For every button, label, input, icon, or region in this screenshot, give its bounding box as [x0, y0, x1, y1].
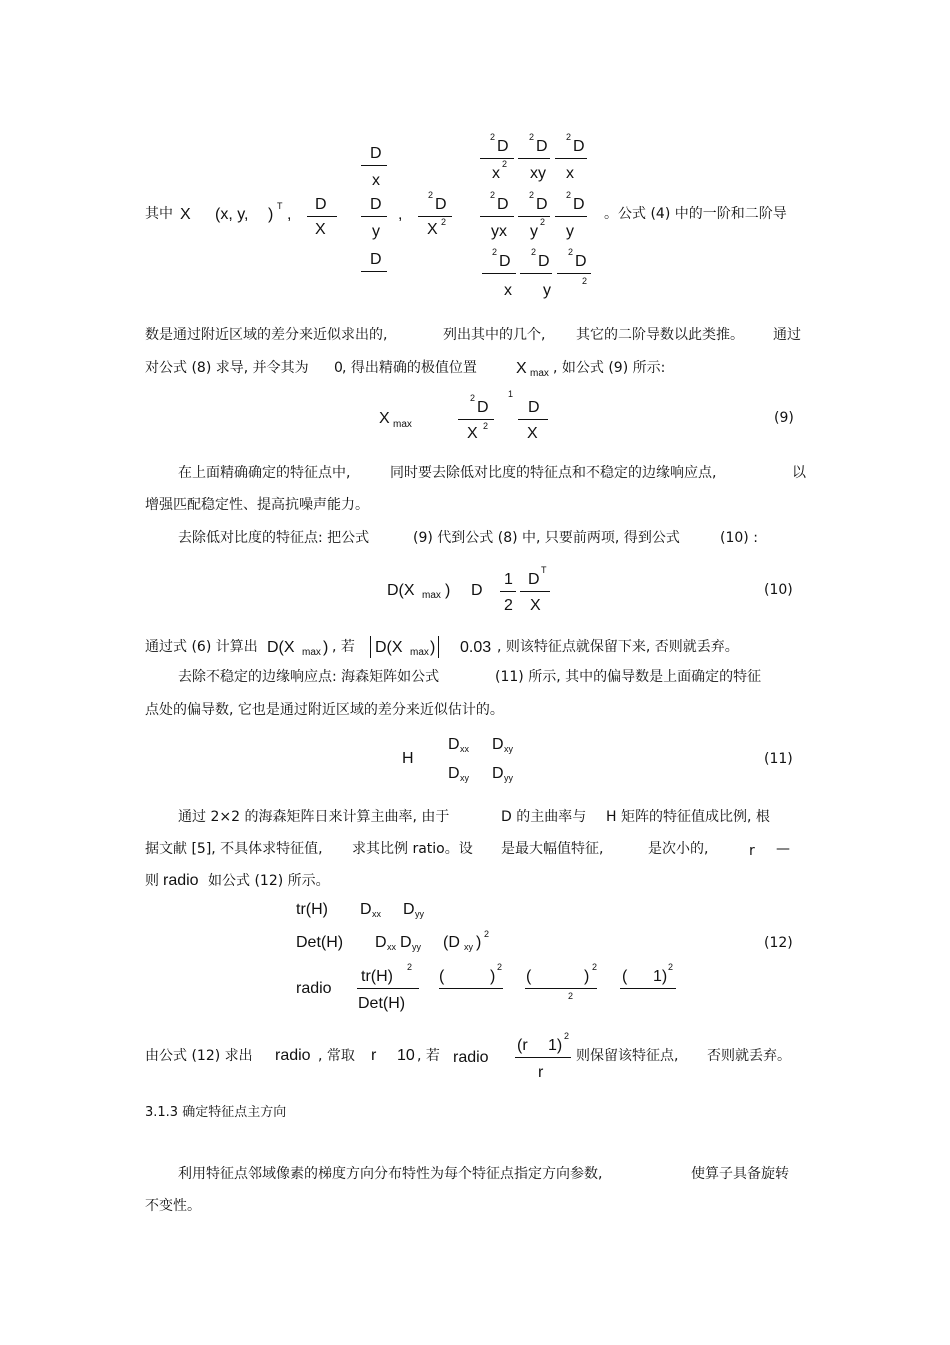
fraction-bar [520, 591, 550, 592]
sup-2: 2 [490, 190, 496, 200]
para2-seg2: 同时要去除低对比度的特征点和不稳定的边缘响应点, [390, 465, 717, 481]
para1-X: X [516, 360, 527, 377]
para6-l2-dash: — [776, 841, 790, 857]
para1-line2-b: , 得出精确的极值位置 [342, 360, 477, 376]
fraction-bar [500, 591, 516, 592]
para6-l3-b: 如公式 (12) 所示。 [208, 873, 330, 889]
para3-b: (9) 代到公式 (8) 中, 只要前两项, 得到公式 [413, 530, 680, 546]
eq9-d2D: D [477, 399, 489, 416]
eq10-number: (10) [764, 582, 793, 598]
sup-2: 2 [502, 159, 508, 169]
m22-D: D [536, 196, 548, 213]
para2-seg1: 在上面精确确定的特征点中, [178, 465, 351, 481]
fraction-bar [480, 158, 514, 159]
fraction-bar [520, 273, 552, 274]
eq12-f2-lp: ( [439, 968, 445, 985]
sup-2: 2 [568, 991, 574, 1001]
fraction-bar [518, 158, 550, 159]
eq9-D: D [528, 399, 540, 416]
eq10-lhs: D(X [387, 582, 415, 599]
para4-a: 通过式 (6) 计算出 [145, 639, 258, 655]
sup-2: 2 [531, 247, 537, 257]
m21-yx: yx [491, 223, 507, 240]
eq12-rp: ) [476, 934, 482, 951]
fraction-bar [518, 419, 548, 420]
para7-c: , 若 [417, 1048, 440, 1064]
eq9-Xden: X [527, 425, 538, 442]
abs-bar-right [438, 636, 439, 658]
eq12-Dxx2: D [375, 934, 387, 951]
fraction-bar [480, 216, 514, 217]
para8-line2: 不变性。 [145, 1198, 201, 1214]
eq12-radio: radio [296, 980, 332, 997]
m31-D: D [499, 253, 511, 270]
fraction-bar [418, 216, 452, 217]
eq9-X2: X [467, 425, 478, 442]
para6-l3-a: 则 [145, 873, 159, 889]
eq12-Dxx: D [360, 901, 372, 918]
vec-D1: D [370, 145, 382, 162]
eq-frac-X: X [315, 221, 326, 238]
para8-seg1: 利用特征点邻域像素的梯度方向分布特性为每个特征点指定方向参数, [178, 1166, 603, 1182]
eq-vec-close: ) [268, 206, 274, 223]
section-heading: 3.1.3 确定特征点主方向 [145, 1105, 287, 1120]
eq10-rp: ) [445, 582, 451, 599]
m23-D: D [573, 196, 585, 213]
para6-l2-b: 求其比例 ratio。设 [352, 841, 473, 857]
eq12-yy2: yy [412, 942, 421, 952]
eq-d2D: D [435, 196, 447, 213]
para5-b: (11) 所示, 其中的偏导数是上面确定的特征 [495, 669, 762, 685]
fraction-bar [307, 216, 337, 217]
fraction-bar [555, 216, 587, 217]
eq12-f4-lp: ( [622, 968, 628, 985]
m32-D: D [538, 253, 550, 270]
eq-X: X [180, 206, 191, 223]
eq12-xx2: xx [387, 942, 396, 952]
para7-d: 则保留该特征点, [576, 1048, 679, 1064]
eq-comma2: , [398, 206, 403, 223]
para7-a: 由公式 (12) 求出 [145, 1048, 253, 1064]
eq10-max: max [422, 590, 441, 601]
para6-radio: radio [163, 872, 199, 889]
m33-D: D [575, 253, 587, 270]
para6-l1-b: D 的主曲率与 [501, 809, 587, 825]
eq-T: T [277, 201, 283, 211]
sup-2: 2 [566, 190, 572, 200]
para1-line2-c: , 如公式 (9) 所示: [553, 360, 666, 376]
para4-expr: D(X [267, 639, 295, 656]
m32-y: y [543, 282, 551, 299]
para8-seg2: 使算子具备旋转 [691, 1166, 789, 1182]
eq11-number: (11) [764, 751, 793, 767]
fraction-bar [515, 1057, 571, 1058]
vec-D3: D [370, 251, 382, 268]
para4-abs-rp: ) [430, 639, 436, 656]
eq12-number: (12) [764, 935, 793, 951]
para3-a: 去除低对比度的特征点: 把公式 [178, 530, 370, 546]
eq11-xx: xx [460, 744, 469, 754]
eq11-D12: D [492, 736, 504, 753]
m21-D: D [497, 196, 509, 213]
para6-l2-a: 据文献 [5], 不具体求特征值, [145, 841, 323, 857]
sup-2: 2 [529, 190, 535, 200]
sup-2: 2 [441, 217, 447, 227]
eq10-X: X [530, 597, 541, 614]
para7-b: , 常取 [318, 1048, 355, 1064]
eq9-number: (9) [774, 410, 794, 426]
eq12-xx: xx [372, 909, 381, 919]
para4-abs-max: max [410, 647, 429, 658]
para4-rp: ) [323, 639, 329, 656]
para7-frac-den: r [538, 1064, 544, 1081]
para3-c: (10) : [720, 530, 758, 546]
fraction-bar [439, 988, 503, 989]
para1-seg4: 通过 [773, 327, 801, 343]
eq12-det: Det(H) [296, 934, 344, 951]
eq12-lp: (D [443, 934, 460, 951]
fraction-bar [518, 216, 550, 217]
sup-2: 2 [470, 393, 476, 403]
para5-a: 去除不稳定的边缘响应点: 海森矩阵如公式 [178, 669, 440, 685]
eq9-max: max [393, 419, 412, 430]
eq-dX2: X [427, 221, 438, 238]
fraction-bar [458, 419, 494, 420]
m12-xy: xy [530, 165, 546, 182]
eq9-X: X [379, 410, 390, 427]
eq11-D22: D [492, 765, 504, 782]
eq11-D21: D [448, 765, 460, 782]
eq10-T: T [541, 565, 547, 575]
sup-2: 2 [582, 276, 588, 286]
eq12-yy: yy [415, 909, 424, 919]
eq12-f4-one: 1) [653, 968, 668, 985]
abs-bar-left [370, 636, 371, 658]
fraction-bar [557, 273, 591, 274]
sup-2: 2 [490, 132, 496, 142]
para1-seg3: 其它的二阶导数以此类推。 [576, 327, 744, 343]
para7-r: r [371, 1047, 377, 1064]
eq11-D11: D [448, 736, 460, 753]
para7-frac-one: 1) [548, 1037, 563, 1054]
fraction-bar [361, 271, 387, 272]
m23-y: y [566, 223, 574, 240]
sup-2: 2 [483, 421, 489, 431]
vec-x: x [372, 172, 380, 189]
para1-line2-a: 对公式 (8) 求导, 并令其为 [145, 360, 309, 376]
sup-2: 2 [566, 132, 572, 142]
sup-2: 2 [492, 247, 498, 257]
eq11-yy: yy [504, 773, 513, 783]
para4-max: max [302, 647, 321, 658]
vec-D2: D [370, 196, 382, 213]
para4-b: , 若 [332, 639, 355, 655]
eq11-H: H [402, 750, 414, 767]
eq10-DT: D [528, 571, 540, 588]
eq12-trH: tr(H) [361, 968, 393, 985]
eq-frac-D: D [315, 196, 327, 213]
eq-vec: (x, y, [215, 206, 249, 223]
para4-val: 0.03 [460, 639, 492, 656]
eq12-f3-rp: ) [584, 968, 590, 985]
eq10-two: 2 [504, 597, 513, 614]
sup-2: 2 [564, 1031, 570, 1041]
sup-2: 2 [407, 962, 413, 972]
para5-line2: 点处的偏导数, 它也是通过附近区域的差分来近似估计的。 [145, 702, 504, 718]
eq9-inverse: 1 [508, 389, 514, 399]
sup-2: 2 [668, 962, 674, 972]
m11-D: D [497, 138, 509, 155]
sup-2: 2 [497, 962, 503, 972]
fraction-bar [620, 988, 676, 989]
para1-max: max [530, 368, 549, 379]
m13-D: D [573, 138, 585, 155]
eq11-xy1: xy [504, 744, 513, 754]
para7-radio: radio [275, 1047, 311, 1064]
para4-abs: D(X [375, 639, 403, 656]
sup-2: 2 [484, 929, 490, 939]
m11-x: x [492, 165, 500, 182]
para6-l1-c: H 矩阵的特征值成比例, 根 [606, 809, 770, 825]
para7-ten: 10 [397, 1047, 415, 1064]
eq10-D: D [471, 582, 483, 599]
eq12-tr: tr(H) [296, 901, 328, 918]
m13-x: x [566, 165, 574, 182]
para1-zero: 0 [334, 360, 343, 376]
m12-D: D [536, 138, 548, 155]
eq12-detH: Det(H) [358, 995, 406, 1012]
eq12-f2-rp: ) [490, 968, 496, 985]
fraction-bar [361, 165, 387, 166]
sup-2: 2 [529, 132, 535, 142]
eq12-f3-lp: ( [526, 968, 532, 985]
eq10-one: 1 [504, 571, 513, 588]
para7-e: 否则就丢弃。 [707, 1048, 791, 1064]
sup-2: 2 [428, 190, 434, 200]
vec-y: y [372, 223, 380, 240]
m22-y: y [530, 223, 538, 240]
eq11-xy2: xy [460, 773, 469, 783]
sup-2: 2 [568, 247, 574, 257]
sup-2: 2 [540, 217, 546, 227]
eq12-xy: xy [464, 942, 473, 952]
para6-l2-c: 是最大幅值特征, [501, 841, 604, 857]
m31-x: x [504, 282, 512, 299]
para1-seg2: 列出其中的几个, [443, 327, 546, 343]
fraction-bar [525, 988, 597, 989]
eq-comma: , [287, 206, 292, 223]
eq-prefix: 其中 [145, 206, 173, 222]
eq12-Dyy2: D [400, 934, 412, 951]
para6-l2-r: r [749, 843, 755, 859]
para6-l1-a: 通过 2×2 的海森矩阵日来计算主曲率, 由于 [178, 809, 450, 825]
para4-c: , 则该特征点就保留下来, 否则就丢弃。 [497, 639, 739, 655]
fraction-bar [361, 216, 387, 217]
para6-l2-d: 是次小的, [648, 841, 709, 857]
para2-line2: 增强匹配稳定性、提高抗噪声能力。 [145, 497, 369, 513]
sup-2: 2 [592, 962, 598, 972]
para7-radio2: radio [453, 1049, 489, 1066]
eq-suffix: 。公式 (4) 中的一阶和二阶导 [604, 206, 787, 222]
fraction-bar [357, 988, 419, 989]
para1-seg1: 数是通过附近区域的差分来近似求出的, [145, 327, 388, 343]
eq12-Dyy: D [403, 901, 415, 918]
para7-frac-num: (r [517, 1037, 528, 1054]
fraction-bar [555, 158, 587, 159]
fraction-bar [482, 273, 516, 274]
para2-seg3: 以 [792, 465, 806, 481]
